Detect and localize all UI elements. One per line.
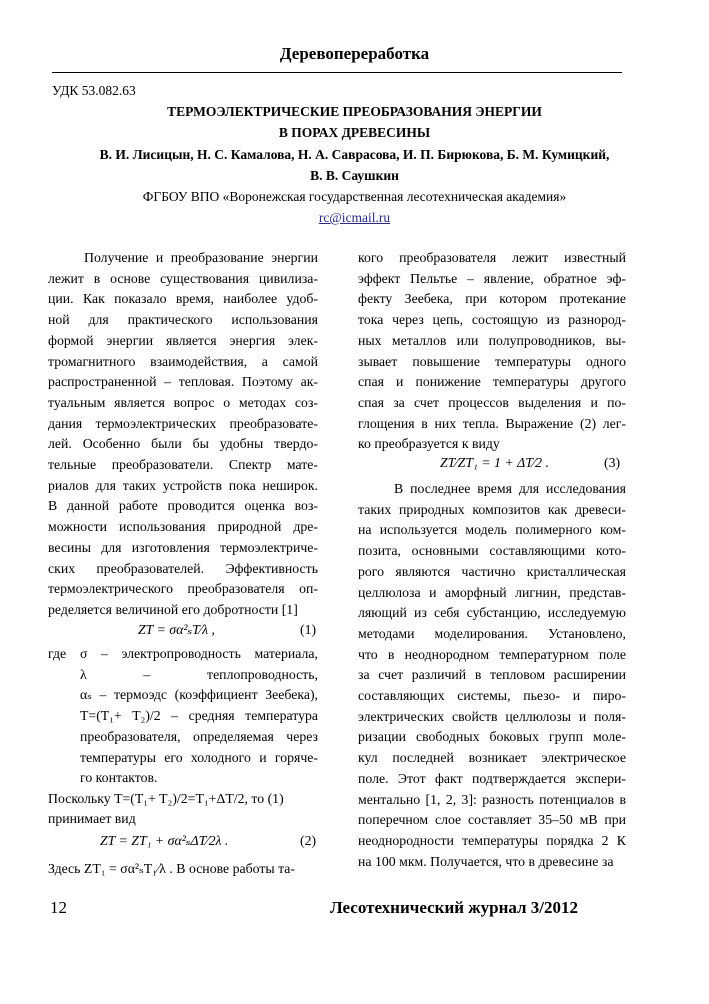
text-line: ной для практического использования	[48, 312, 318, 328]
definition-line: σ – электропроводность материала,	[80, 646, 318, 661]
text-line: ко преобразуется к виду	[358, 436, 500, 452]
formula-2: ZT = ZT₁ + σα²ₛΔT⁄2λ .	[100, 833, 229, 848]
text-line: ризации свободных боковых групп моле-	[358, 729, 626, 745]
text-line: глощения в них тепла. Выражение (2) лег-	[358, 415, 626, 431]
authors-line-2: В. В. Саушкин	[310, 168, 399, 183]
text-line: электрических свойств целлюлозы и поля-	[358, 708, 626, 724]
text-line: Получение и преобразование энергии	[84, 250, 318, 265]
text-line: ции. Как показало время, наиболее удоб-	[48, 291, 318, 307]
text-line: ределяется величиной его добротности [1]	[48, 601, 298, 617]
formula-3-number: (3)	[604, 455, 621, 470]
email-text[interactable]: rc@icmail.ru	[318, 210, 391, 225]
text-line: лежит в основе существования цивилиза-	[48, 270, 318, 286]
text-line: термоэлектрического преобразователя оп-	[48, 581, 318, 597]
since-line-2: принимает вид	[48, 811, 136, 826]
text-line: ляющий из себя субстанцию, исследуемую	[358, 605, 626, 621]
text-line: риалов для таких устройств пока неширок.	[48, 477, 318, 493]
authors-line-1: В. И. Лисицын, Н. С. Камалова, Н. А. Саврасова, И. П. Бирюкова, Б. М. Кумицкий,	[99, 147, 610, 162]
text-line: таких природных композитов как древеси-	[358, 501, 626, 517]
left-column	[48, 0, 318, 1004]
text-line: на используется модель полимерного ком-	[358, 522, 626, 538]
text-line: что в неоднородном температурном поле	[358, 646, 626, 662]
since-line-1: Поскольку T=(T₁+ T₂)/2=T₁+ΔT/2, то (1)	[48, 791, 284, 806]
page-number: 12	[50, 898, 67, 917]
here-line: Здесь ZT₁ = σα²ₛT₁⁄λ . В основе работы та-	[48, 861, 296, 876]
section-header: Деревопереработка	[279, 44, 430, 63]
text-line: ментально [1, 2, 3]: разность потенциалов в	[358, 791, 626, 807]
where-label: где	[48, 646, 67, 661]
text-line: эффект Пельтье – явление, обратное эф-	[358, 270, 626, 286]
affiliation: ФГБОУ ВПО «Воронежская государственная лесотехническая академия»	[142, 189, 567, 204]
text-line: распространенной – тепловая. Поэтому ак-	[48, 374, 318, 390]
text-line: весины для изготовления термоэлектриче-	[48, 539, 318, 555]
text-line: зывает повышение температуры одного	[358, 353, 626, 369]
text-line: фекту Зеебека, при котором протекание	[358, 291, 626, 307]
text-line: ных металлов или полупроводников, вы-	[358, 332, 626, 348]
definition-line: λ – теплопроводность,	[80, 666, 318, 682]
text-line: лей. Особенно были бы удобны твердо-	[48, 436, 318, 452]
text-line: В последнее время для исследования	[394, 481, 626, 496]
definition-line: преобразователя, определяемая через	[80, 728, 318, 744]
text-line: дания термоэлектрических преобразовате-	[48, 415, 318, 431]
text-line: на 100 мкм. Получается, что в древесине за	[358, 853, 614, 869]
text-line: туальным является вопрос о методах соз-	[48, 394, 318, 410]
definition-line: αₛ – термоэдс (коэффициент Зеебека),	[80, 687, 318, 703]
text-line: В данной работе проводится оценка воз-	[48, 498, 318, 514]
text-line: тока через цепь, состоящую из разнород-	[358, 312, 626, 328]
text-line: спая и понижение температуры другого	[358, 374, 626, 390]
article-title-line-1: ТЕРМОЭЛЕКТРИЧЕСКИЕ ПРЕОБРАЗОВАНИЯ ЭНЕРГИИ	[167, 104, 542, 119]
text-line: ских преобразователей. Эффективность	[48, 560, 318, 576]
text-line: составляющих системы, пьезо- и пиро-	[358, 688, 626, 703]
text-line: можности использования природной дре-	[48, 519, 318, 535]
text-line: методами моделирования. Установлено,	[358, 625, 626, 641]
udc-code: УДК 53.082.63	[52, 83, 136, 98]
definition-line: температуры его холодного и горяче-	[80, 749, 318, 765]
text-line: неоднородности температуры порядка 2 К	[358, 832, 626, 848]
text-line: за счет различий в тепловом расширении	[358, 667, 626, 683]
text-line: кул последней возникает электрическое	[358, 750, 626, 766]
text-line: спая за счет процессов выделения и по-	[358, 394, 626, 410]
formula-1: ZT = σα²ₛT⁄λ ,	[138, 622, 215, 637]
definition-line: го контактов.	[80, 770, 158, 786]
text-line: целлюлоза и аморфный лигнин, представ-	[358, 584, 626, 600]
text-line: поле. Этот факт подтверждается экспери-	[358, 770, 626, 786]
text-line: кого преобразователя лежит известный	[358, 250, 626, 265]
text-line: тельные преобразователи. Спектр мате-	[48, 457, 318, 472]
text-line: поперечном слое составляет 35–50 мВ при	[358, 812, 626, 828]
article-title-line-2: В ПОРАХ ДРЕВЕСИНЫ	[278, 125, 431, 140]
formula-3: ZT⁄ZT₁ = 1 + ΔT⁄2 .	[440, 455, 549, 470]
text-line: формой энергии является энергия элек-	[48, 332, 318, 348]
journal-name: Лесотехнический журнал 3/2012	[330, 898, 579, 917]
text-line: рого являются частично кристаллическая	[358, 563, 626, 579]
right-column	[358, 0, 626, 1004]
definition-line: T=(T₁+ T₂)/2 – средняя температура	[80, 708, 318, 724]
text-line: позита, основными составляющими кото-	[358, 543, 626, 559]
text-line: тромагнитного взаимодействия, а самой	[48, 353, 318, 369]
formula-1-number: (1)	[300, 622, 317, 637]
formula-2-number: (2)	[300, 833, 317, 848]
